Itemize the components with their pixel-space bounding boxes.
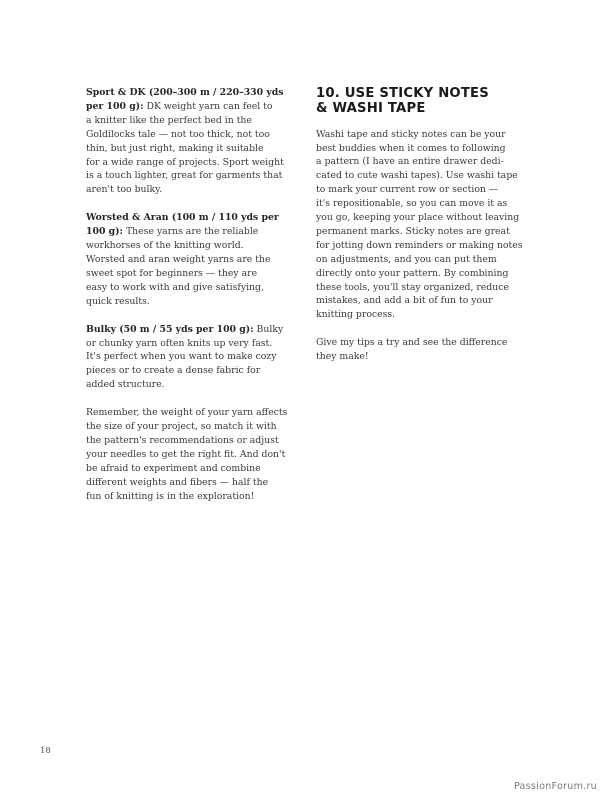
bulky-text: Bulky	[253, 323, 284, 335]
watermark: PassionForum.ru	[513, 781, 597, 792]
left-column	[86, 86, 286, 517]
remember-line: the size of your project, so match it with	[86, 421, 277, 433]
washi-line: to mark your current row or section —	[316, 184, 499, 196]
washi-line: permanent marks. Sticky notes are great	[316, 225, 510, 237]
sport-dk-line: Goldilocks tale — not too thick, not too	[86, 128, 270, 140]
heading-line: & WASHI TAPE	[316, 100, 426, 116]
page-number: 18	[40, 746, 51, 756]
washi-line: for jotting down reminders or making notes	[316, 239, 523, 251]
washi-line: you go, keeping your place without leaving	[316, 212, 520, 224]
worsted-aran-line: sweet spot for beginners — they are	[86, 267, 258, 279]
section-heading	[316, 87, 516, 117]
remember-line: fun of knitting is in the exploration!	[86, 490, 255, 502]
washi-line: cated to cute washi tapes). Use washi tape	[316, 170, 518, 182]
sport-dk-text: DK weight yarn can feel to	[143, 100, 273, 112]
worsted-aran-line: Worsted and aran weight yarns are the	[86, 253, 271, 265]
right-column	[316, 86, 523, 378]
remember-line: different weights and fibers — half the	[86, 476, 269, 488]
closing-line: they make!	[316, 351, 369, 363]
sport-dk-line: thin, but just right, making it suitable	[86, 142, 264, 154]
washi-line: Washi tape and sticky notes can be your	[316, 128, 506, 140]
remember-line: the pattern's recommendations or adjust	[86, 434, 279, 446]
washi-line: knitting process.	[316, 309, 396, 321]
sport-dk-term-cont: per 100 g):	[86, 100, 144, 112]
heading-line: 10. USE STICKY NOTES	[316, 86, 489, 101]
bulky-line: pieces or to create a dense fabric for	[86, 365, 261, 377]
sport-dk-line: for a wide range of projects. Sport weight	[86, 156, 284, 168]
washi-line: directly onto your pattern. By combining	[316, 267, 509, 279]
sport-dk-line: a knitter like the perfect bed in the	[86, 114, 252, 126]
bulky-line: or chunky yarn often knits up very fast.	[86, 337, 273, 349]
closing-paragraph	[316, 336, 516, 364]
sport-dk-line: is a touch lighter, great for garments that	[86, 170, 283, 182]
washi-line: a pattern (I have an entire drawer dedi-	[316, 156, 504, 168]
worsted-aran-line: easy to work with and give satisfying,	[86, 281, 264, 293]
bulky-paragraph	[86, 323, 286, 393]
worsted-aran-paragraph	[86, 211, 286, 308]
bulky-line: added structure.	[86, 379, 165, 391]
washi-line: it's repositionable, so you can move it as	[316, 198, 508, 210]
worsted-aran-text: These yarns are the reliable	[122, 226, 259, 238]
washi-paragraph	[316, 128, 523, 323]
washi-line: on adjustments, and you can put them	[316, 253, 497, 265]
worsted-aran-line: quick results.	[86, 295, 150, 307]
remember-line: be afraid to experiment and combine	[86, 462, 261, 474]
bulky-line: It's perfect when you want to make cozy	[86, 351, 277, 363]
washi-line: best buddies when it comes to following	[316, 142, 506, 154]
sport-dk-line: aren't too bulky.	[86, 184, 163, 196]
worsted-aran-term-cont: 100 g):	[86, 226, 123, 238]
worsted-aran-term: Worsted & Aran (100 m / 110 yds per	[86, 212, 279, 224]
sport-dk-paragraph	[86, 86, 286, 197]
remember-line: Remember, the weight of your yarn affects	[86, 407, 288, 419]
worsted-aran-line: workhorses of the knitting world.	[86, 240, 244, 252]
sport-dk-term: Sport & DK (200–300 m / 220–330 yds	[86, 87, 284, 98]
washi-line: mistakes, and add a bit of fun to your	[316, 295, 493, 307]
bulky-term: Bulky (50 m / 55 yds per 100 g):	[86, 323, 254, 335]
remember-paragraph	[86, 406, 286, 503]
remember-line: your needles to get the right fit. And don't	[86, 448, 286, 460]
washi-line: these tools, you'll stay organized, reduce	[316, 281, 509, 293]
closing-line: Give my tips a try and see the difference	[316, 337, 508, 349]
